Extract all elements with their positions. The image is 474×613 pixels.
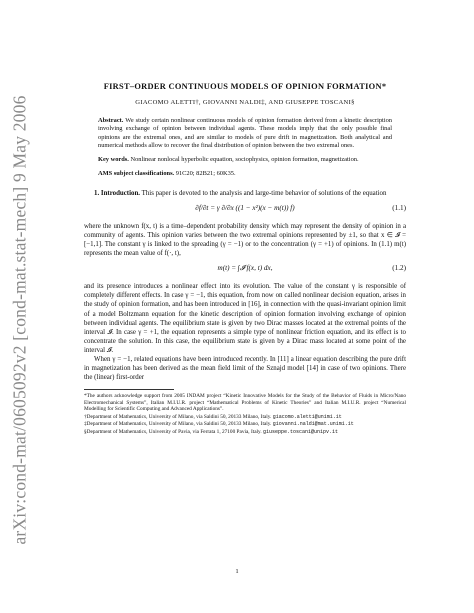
intro-paragraph-2: where the unknown f(x, t) is a time–dependent probability density which may represent the density of opinion in a community of agents. This opinion varies between the two extremal opinions represented by ±1, so that x ∈ 𝓘 = [−1,1]. The constant γ is linked to the spreading (γ = −1) or to the concentration (γ = +1) of opinions. In (1.1) m(t) represents the mean value of f(·, t), bbox=[84, 222, 406, 258]
intro-paragraph-3: and its presence introduces a nonlinear effect into its evolution. The value of the constant γ is responsible of completely different effects. In case γ = −1, this equation, from now on called nonlinear decision equation, arises in the study of opinion formation, and has been introduced in [16], in connection with the quasi-invariant opinion limit of a model Boltzmann equation for the kinetic description of opinion formation involving exchange of opinion between individual agents. The equilibrium state is given by two Dirac masses located at the extremal points of the interval 𝓘. In case γ = +1, the equation represents a simple type of nonlinear friction equation, and its effect is to concentrate the solution. In this case, the equilibrium state is given by a Dirac mass located at some point of the interval 𝓘. bbox=[84, 283, 406, 354]
equation-1-1-number: (1.1) bbox=[392, 203, 406, 212]
keywords-label: Key words. bbox=[98, 156, 129, 164]
equation-1-2 bbox=[84, 258, 406, 282]
ams-classifications bbox=[98, 170, 392, 178]
intro-paragraph-1 bbox=[84, 189, 406, 198]
footnote-author-3-affiliation: §Department of Mathematics, University of Pavia, via Ferrata 1, 27100 Pavia, Italy. bbox=[84, 428, 262, 435]
footnote-author-3 bbox=[84, 429, 406, 436]
paper-page bbox=[84, 82, 406, 436]
arxiv-sidebar-stamp bbox=[2, 60, 38, 580]
footnote-author-1 bbox=[84, 414, 406, 421]
footnote-funding bbox=[84, 393, 406, 413]
footnote-rule bbox=[84, 389, 174, 390]
abstract bbox=[98, 117, 392, 150]
intro-paragraph-4: When γ = −1, related equations have been introduced recently. In [11] a linear equation describing the pure drift in magnetization has been derived as the mean field limit of the Sznajd model [14] in case of two opinions. There the (linear) first-order bbox=[84, 356, 406, 382]
footnote-author-3-email[interactable]: giuseppe.toscani@unipv.it bbox=[262, 428, 338, 435]
equation-1-1 bbox=[84, 198, 406, 222]
keywords-text: Nonlinear nonlocal hyperbolic equation, sociophysics, opinion formation, magnetization. bbox=[130, 156, 359, 164]
equation-1-1-body: ∂f/∂t = γ ∂/∂x ((1 − x²)(x − m(t)) f) bbox=[195, 203, 295, 212]
intro-text-1: This paper is devoted to the analysis and large-time behavior of solutions of the equation bbox=[141, 189, 387, 197]
equation-1-2-body: m(t) = ∫𝓘 f(x, t) dx, bbox=[217, 264, 273, 273]
arxiv-identifier: arXiv:cond-mat/0605092v2 [cond-mat.stat-mech] 9 May 2006 bbox=[9, 95, 30, 545]
equation-1-2-number: (1.2) bbox=[392, 264, 406, 273]
page-number: 1 bbox=[235, 568, 239, 575]
keywords bbox=[98, 156, 392, 164]
footnote-author-1-affiliation: †Department of Mathematics, University of Milano, via Saldini 50, 20133 Milano, Italy. bbox=[84, 413, 272, 420]
footnote-author-2-affiliation: ‡Department of Mathematics, University of Milano, via Saldini 50, 20133 Milano, Italy. bbox=[84, 421, 272, 428]
footnote-author-2 bbox=[84, 421, 406, 428]
abstract-text: We study certain nonlinear continuous models of opinion formation derived from a kinetic description involving exchange of opinion between individual agents. These models imply that the only possible final opinions are the extremal ones, and are similar to models of pure drift in magnetization. Both analytical and numerical methods allow to recover the final distribution of opinion between the two extremal ones. bbox=[98, 117, 392, 149]
ams-text: 91C20; 82B21; 60K35. bbox=[175, 170, 236, 178]
section-heading: 1. Introduction. bbox=[94, 189, 141, 197]
ams-label: AMS subject classifications. bbox=[98, 170, 175, 178]
footnote-author-2-email[interactable]: giovanni.naldi@mat.unimi.it bbox=[272, 421, 354, 428]
abstract-label: Abstract. bbox=[98, 117, 124, 124]
paper-title: FIRST–ORDER CONTINUOUS MODELS OF OPINION FORMATION* bbox=[103, 82, 387, 91]
paper-authors: GIACOMO ALETTI†, GIOVANNI NALDI‡, AND GIUSEPPE TOSCANI§ bbox=[135, 99, 355, 106]
footnote-author-1-email[interactable]: giacomo.aletti@unimi.it bbox=[272, 413, 342, 420]
footnote-funding-text: *The authors acknowledge support from 2005 INDAM project “Kinetic Innovative Models for the Study of the Behavior of Fluids in Micro/Nano Electromechanical Systems”, Italian M.I.U.R. project “Mathematical Problems of Kinetic Theories” and Italian M.I.U.R. project “Numerical Modelling for Scientific Computing and Advanced Applications”. bbox=[84, 393, 406, 413]
